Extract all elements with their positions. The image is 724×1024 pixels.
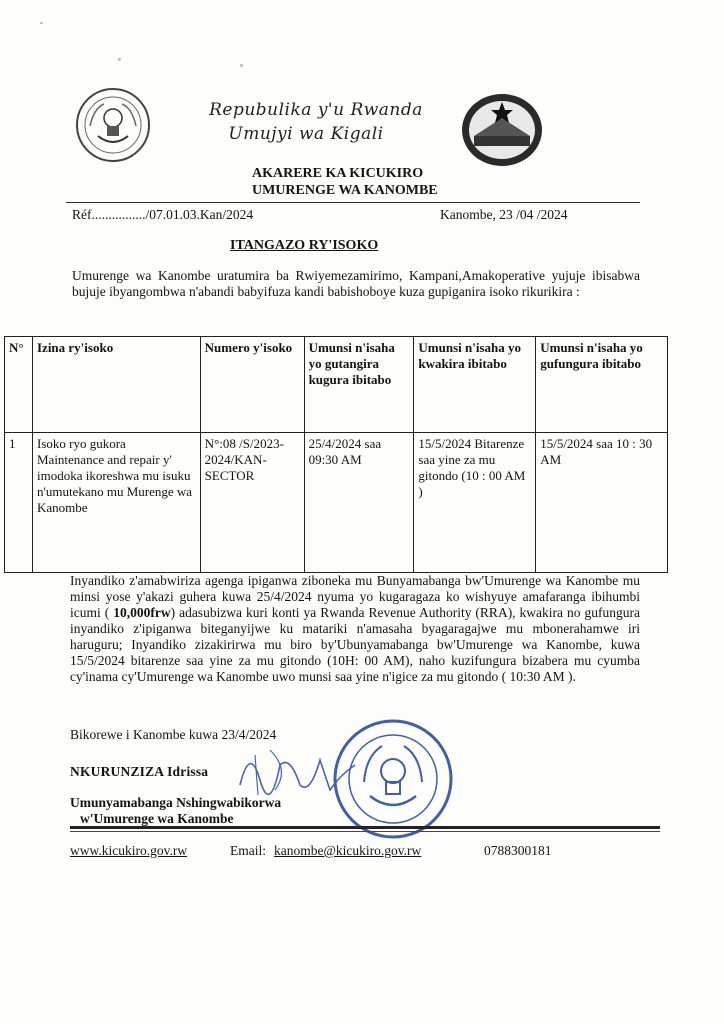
city-emblem (460, 92, 544, 168)
cell-no: 1 (5, 433, 33, 573)
header-start: Umunsi n'isaha yo gutangira kugura ibitabo (304, 337, 414, 433)
rwanda-coat-of-arms-emblem (74, 86, 152, 164)
district-heading: AKARERE KA KICUKIRO (252, 166, 424, 181)
header-open: Umunsi n'isaha yo gufungura ibitabo (536, 337, 668, 433)
email-link[interactable]: kanombe@kicukiro.gov.rw (274, 843, 422, 858)
city-heading: Umujyi wa Kigali (228, 124, 384, 144)
website-link[interactable]: www.kicukiro.gov.rw (70, 843, 188, 858)
signer-title-line2: w'Umurenge wa Kanombe (80, 811, 234, 826)
table-header-row (5, 337, 668, 433)
instructions-part-a: Inyandiko z'amabwiriza agenga ipiganwa ziboneka mu Bunyamabanga bw'Umurenge wa Kanombe mu minsi yose y'akazi guhera kuwa 25/4/2024 nyuma yo kugaragaza ko wishyuye amafaranga ibihumbi icumi ( (70, 573, 640, 620)
scan-speck (118, 58, 121, 61)
notice-title: ITANGAZO RY'ISOKO (230, 238, 379, 253)
official-stamp (330, 716, 456, 842)
fee-amount: 10,000frw (113, 605, 171, 620)
table-row (5, 433, 668, 573)
tender-table (4, 336, 668, 573)
footer-divider-thick (70, 826, 660, 829)
cell-start: 25/4/2024 saa 09:30 AM (304, 433, 414, 573)
cell-open: 15/5/2024 saa 10 : 30 AM (536, 433, 668, 573)
phone-number: 0788300181 (484, 843, 552, 858)
footer-divider-thin (70, 831, 660, 832)
header-name: Izina ry'isoko (32, 337, 200, 433)
header-receive: Umunsi n'isaha yo kwakira ibitabo (414, 337, 536, 433)
signer-title-line1: Umunyamabanga Nshingwabikorwa (70, 795, 282, 810)
sector-heading: UMURENGE WA KANOMBE (252, 183, 438, 198)
republic-heading: Repubulika y'u Rwanda (209, 100, 423, 120)
header-divider (66, 202, 640, 203)
cell-number: N°:08 /S/2023-2024/KAN-SECTOR (200, 433, 304, 573)
intro-paragraph: Umurenge wa Kanombe uratumira ba Rwiyemezamirimo, Kampani,Amakoperative yujuje ibisabwa bujuje ibyangombwa n'abandi babyifuza kandi babishoboye kuza gupiganira isoko rikurikira : (72, 268, 640, 299)
instructions-part-b: ) adasubizwa kuri konti ya Rwanda Revenue Authority (RRA), kwakira no gufungura inyandiko z'ipiganwa biteganyijwe ku matariki n'amasaha byagaragajwe mu mbonerahamwe iri haruguru; Inyandiko zizakirirwa mu biro by'Ubunyamabanga bw'Umurenge wa Kanombe, kuwa 15/5/2024 bitarenze saa yine za mu gitondo (10H: 00 AM), naho kuzifungura bizabera mu cyumba cy'inama cy'Umurenge wa Kanombe uwo munsi saa yine n'igice za mu gitondo ( 10:30 AM ). (70, 605, 640, 684)
cell-name: Isoko ryo gukora Maintenance and repair y' imodoka ikoreshwa mu isuku n'umutekano mu Murenge wa Kanombe (32, 433, 200, 573)
cell-receive: 15/5/2024 Bitarenze saa yine za mu gitondo (10 : 00 AM ) (414, 433, 536, 573)
scan-speck (40, 22, 43, 24)
signed-place-date: Bikorewe i Kanombe kuwa 23/4/2024 (70, 727, 277, 742)
reference-number: Réf................/07.01.03.Kan/2024 (72, 207, 254, 222)
header-no: N° (5, 337, 33, 433)
email-label: Email: (230, 843, 266, 858)
instructions-paragraph (70, 573, 640, 685)
signer-name: NKURUNZIZA Idrissa (70, 764, 209, 779)
scan-speck (240, 64, 243, 67)
header-number: Numero y'isoko (200, 337, 304, 433)
document-date: Kanombe, 23 /04 /2024 (440, 207, 568, 222)
